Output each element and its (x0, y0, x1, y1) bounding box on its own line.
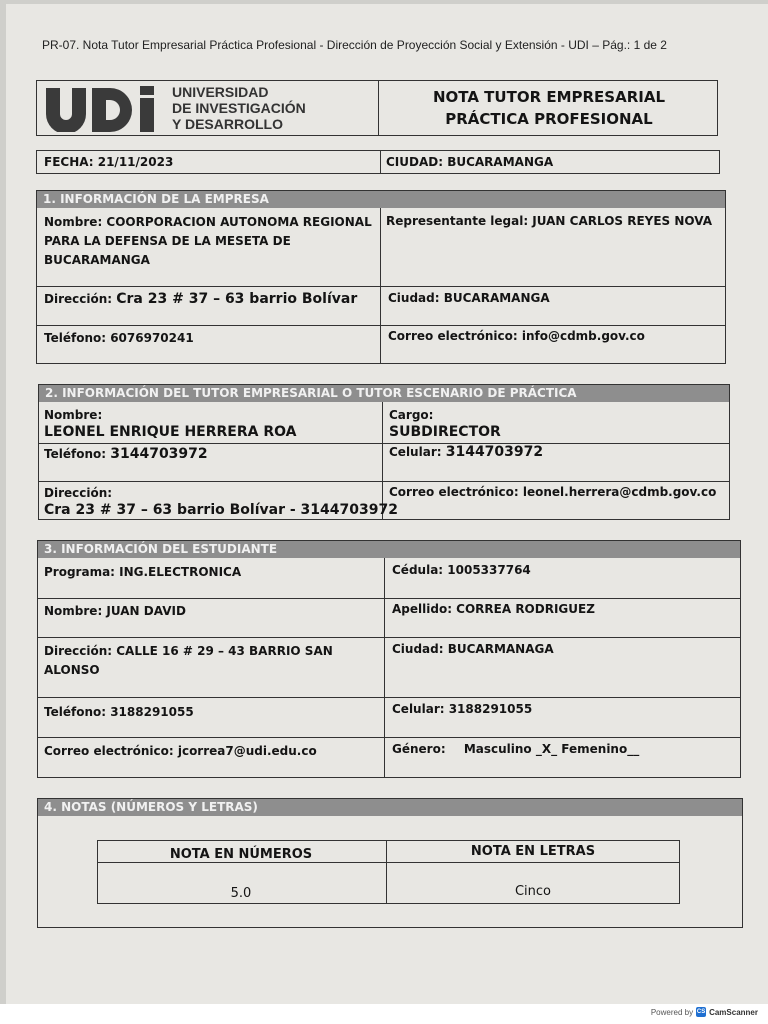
document-header: PR-07. Nota Tutor Empresarial Práctica Profesional - Dirección de Proyección Social y Extensión - UDI – Pág.: 1 de 2 (42, 38, 667, 52)
university-name-line3: Y DESARROLLO (172, 116, 283, 132)
company-address-value: Cra 23 # 37 – 63 barrio Bolívar (116, 291, 358, 307)
powered-by-text: Powered by (650, 1007, 694, 1017)
tutor-position-value: SUBDIRECTOR (389, 424, 501, 440)
student-phone: Teléfono: 3188291055 (44, 705, 194, 719)
company-phone: Teléfono: 6076970241 (44, 331, 194, 345)
student-id: Cédula: 1005337764 (392, 563, 531, 577)
company-address-label: Dirección: (44, 292, 113, 306)
company-address (44, 290, 357, 309)
company-section-title: 1. INFORMACIÓN DE LA EMPRESA (37, 191, 725, 208)
grades-section-title: 4. NOTAS (NÚMEROS Y LETRAS) (38, 799, 742, 816)
student-first-name: Nombre: JUAN DAVID (44, 604, 186, 618)
tutor-address-value: Cra 23 # 37 – 63 barrio Bolívar - 3144703972 (44, 502, 398, 518)
university-name-line1: UNIVERSIDAD (172, 84, 269, 100)
student-program: Programa: ING.ELECTRONICA (44, 565, 242, 579)
grade-words-value: Cinco (514, 884, 552, 899)
student-section-title: 3. INFORMACIÓN DEL ESTUDIANTE (38, 541, 740, 558)
company-name-line3: BUCARAMANGA (44, 253, 150, 267)
company-name (44, 213, 376, 270)
student-gender-value: Masculino _X_ Femenino__ (463, 742, 640, 756)
tutor-position-label: Cargo: (389, 408, 434, 422)
student-address-line2: ALONSO (44, 663, 100, 677)
tutor-phone-value: 3144703972 (110, 446, 208, 462)
tutor-mobile (389, 443, 543, 462)
student-mobile: Celular: 3188291055 (392, 702, 533, 716)
tutor-address-label: Dirección: (44, 486, 113, 500)
document-title-line1: NOTA TUTOR EMPRESARIAL (432, 88, 666, 106)
camscanner-brand: CamScanner (709, 1007, 758, 1017)
company-city: Ciudad: BUCARAMANGA (388, 291, 550, 305)
grade-numeric-header: NOTA EN NÚMEROS (169, 847, 313, 862)
student-address (44, 642, 333, 680)
tutor-phone-label: Teléfono: (44, 447, 107, 461)
tutor-mobile-value: 3144703972 (445, 444, 544, 460)
tutor-mobile-label: Celular: (389, 445, 442, 459)
university-name-line2: DE INVESTIGACIÓN (172, 100, 306, 116)
udi-logo (44, 84, 164, 132)
tutor-name (44, 407, 296, 442)
tutor-phone (44, 445, 208, 464)
grade-words-header: NOTA EN LETRAS (470, 844, 596, 859)
tutor-name-value: LEONEL ENRIQUE HERRERA ROA (44, 424, 297, 440)
university-name (172, 84, 306, 132)
grade-numeric-value: 5.0 (230, 886, 252, 901)
student-email: Correo electrónico: jcorrea7@udi.edu.co (44, 744, 317, 758)
legal-representative: Representante legal: JUAN CARLOS REYES NOVA (386, 214, 713, 228)
student-address-line1: Dirección: CALLE 16 # 29 – 43 BARRIO SAN (44, 644, 333, 658)
student-gender (392, 740, 639, 759)
tutor-address (44, 485, 398, 520)
camscanner-icon: CS (696, 1009, 706, 1015)
powered-by (651, 1007, 758, 1017)
document-title (382, 86, 716, 130)
student-city: Ciudad: BUCARMANAGA (392, 642, 554, 656)
tutor-position (389, 407, 501, 442)
city-field: CIUDAD: BUCARAMANGA (386, 155, 554, 169)
student-last-name: Apellido: CORREA RODRIGUEZ (392, 602, 595, 616)
document-title-line2: PRÁCTICA PROFESIONAL (445, 110, 653, 128)
tutor-email: Correo electrónico: leonel.herrera@cdmb.gov.co (389, 485, 717, 499)
student-gender-label: Género: (392, 742, 446, 756)
date-field: FECHA: 21/11/2023 (44, 155, 174, 169)
company-name-line2: PARA LA DEFENSA DE LA MESETA DE (44, 234, 291, 248)
tutor-name-label: Nombre: (44, 408, 103, 422)
company-email: Correo electrónico: info@cdmb.gov.co (388, 329, 645, 343)
company-name-line1: Nombre: COORPORACION AUTONOMA REGIONAL (44, 215, 372, 229)
tutor-section-title: 2. INFORMACIÓN DEL TUTOR EMPRESARIAL O TUTOR ESCENARIO DE PRÁCTICA (39, 385, 729, 402)
